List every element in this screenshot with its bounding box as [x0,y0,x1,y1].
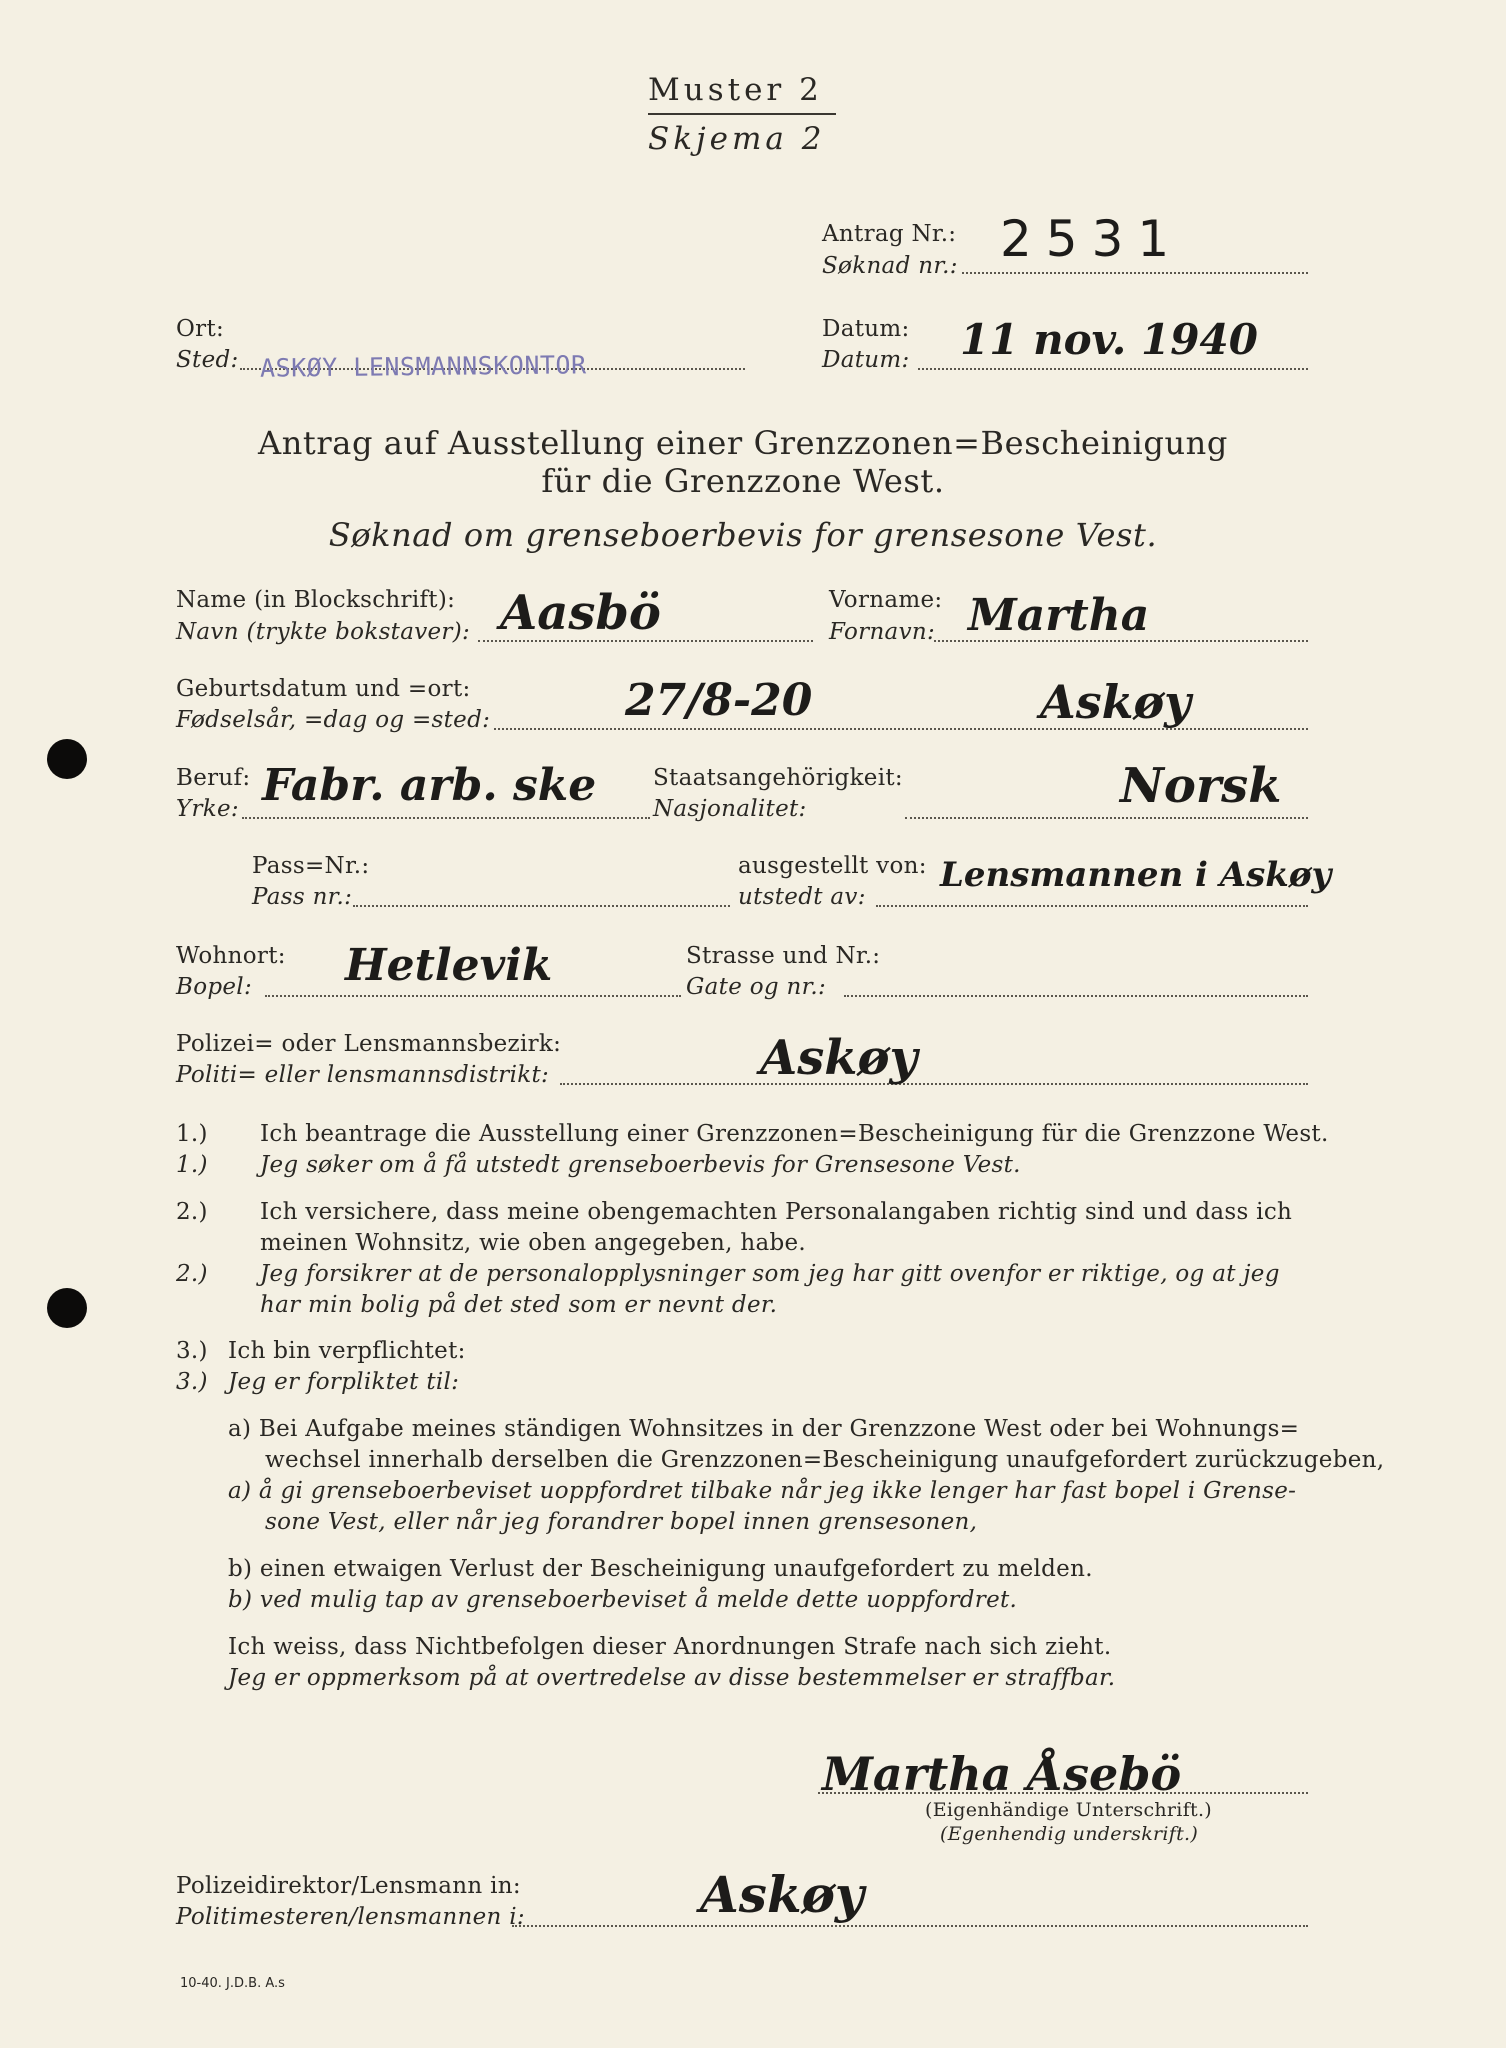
clause2-number-no: 2.) [176,1261,208,1287]
form-number-de: Muster 2 [648,72,823,108]
ausgestellt-label-de: ausgestellt von: [738,853,927,879]
antrag-label-de: Antrag Nr.: [822,221,957,247]
clause3b-text-de: b) einen etwaigen Verlust der Bescheinigung unaufgefordert zu melden. [228,1556,1093,1582]
polizei-label-de: Polizei= oder Lensmannsbezirk: [176,1031,562,1057]
datum-line [918,368,1308,370]
datum-label-no: Datum: [822,347,910,373]
signature-handwritten: Martha Åsebö [822,1747,1182,1801]
title-no: Søknad om grenseboerbevis for grensesone Vest. [328,516,1158,554]
signature-label-de: (Eigenhändige Unterschrift.) [925,1799,1213,1821]
staat-handwritten: Norsk [1120,758,1282,814]
geburt-label-no: Fødselsår, =dag og =sted: [176,707,491,733]
antrag-label-no: Søknad nr.: [822,253,958,279]
form-number-no: Skjema 2 [648,121,826,157]
clause3-number-no: 3.) [176,1369,208,1395]
title-de-line2: für die Grenzzone West. [541,462,945,500]
polizei-handwritten: Askøy [760,1030,918,1086]
punch-hole-top [47,739,87,779]
polizei-line [560,1083,1308,1085]
wohnort-line [265,995,681,997]
geburt-place-handwritten: Askøy [1040,675,1191,729]
beruf-line [242,817,650,819]
clause1-number-no: 1.) [176,1152,208,1178]
ort-label-de: Ort: [176,316,225,342]
pass-label-de: Pass=Nr.: [252,853,370,879]
clause3a-text-no-2: sone Vest, eller når jeg forandrer bopel innen grensesonen, [265,1509,978,1535]
ausgestellt-label-no: utstedt av: [738,884,866,910]
punch-hole-bottom [47,1288,87,1328]
clause1-number-de: 1.) [176,1121,208,1147]
polizeidirektor-label-no: Politimesteren/lensmannen i: [176,1904,525,1930]
ausgestellt-handwritten: Lensmannen i Askøy [940,855,1332,895]
warning-text-de: Ich weiss, dass Nichtbefolgen dieser Anordnungen Strafe nach sich zieht. [228,1634,1112,1660]
clause2-text-no-2: har min bolig på det sted som er nevnt der. [260,1292,778,1318]
strasse-label-no: Gate og nr.: [686,974,827,1000]
staat-label-no: Nasjonalitet: [653,796,807,822]
clause2-number-de: 2.) [176,1199,208,1225]
form-number-de-underline [648,113,836,115]
beruf-handwritten: Fabr. arb. ske [262,760,597,811]
clause1-text-no: Jeg søker om å få utstedt grenseboerbevis for Grensesone Vest. [260,1152,1021,1178]
clause3a-text-no-1: a) å gi grenseboerbeviset uoppfordret tilbake når jeg ikke lenger har fast bopel i Grense- [228,1478,1297,1504]
wohnort-handwritten: Hetlevik [345,940,553,991]
beruf-label-no: Yrke: [176,796,239,822]
polizei-label-no: Politi= eller lensmannsdistrikt: [176,1062,550,1088]
clause3b-text-no: b) ved mulig tap av grenseboerbeviset å melde dette uoppfordret. [228,1587,1018,1613]
clause2-text-de-1: Ich versichere, dass meine obengemachten Personalangaben richtig sind und dass ich [260,1199,1293,1225]
polizeidirektor-handwritten: Askøy [700,1865,864,1924]
geburt-date-handwritten: 27/8-20 [625,675,813,726]
datum-label-de: Datum: [822,316,910,342]
strasse-line [844,995,1308,997]
clause2-text-no-1: Jeg forsikrer at de personalopplysninger som jeg har gitt ovenfor er riktige, og at jeg [260,1261,1280,1287]
polizeidirektor-line [512,1925,1308,1927]
clause3-number-de: 3.) [176,1338,208,1364]
vorname-label-no: Fornavn: [829,619,936,645]
clause1-text-de: Ich beantrage die Ausstellung einer Grenzzonen=Bescheinigung für die Grenzzone West. [260,1121,1329,1147]
wohnort-label-no: Bopel: [176,974,252,1000]
vorname-label-de: Vorname: [829,587,943,613]
signature-label-no: (Egenhendig underskrift.) [940,1823,1199,1845]
polizeidirektor-label-de: Polizeidirektor/Lensmann in: [176,1873,521,1899]
pass-label-no: Pass nr.: [252,884,353,910]
beruf-label-de: Beruf: [176,765,251,791]
clause3-text-no: Jeg er forpliktet til: [228,1369,460,1395]
staat-label-de: Staatsangehörigkeit: [653,765,903,791]
warning-text-no: Jeg er oppmerksom på at overtredelse av disse bestemmelser er straffbar. [228,1665,1116,1691]
clause3-text-de: Ich bin verpflichtet: [228,1338,466,1364]
name-label-de: Name (in Blockschrift): [176,587,456,613]
wohnort-label-de: Wohnort: [176,943,286,969]
staat-line [905,817,1308,819]
strasse-label-de: Strasse und Nr.: [686,943,881,969]
name-label-no: Navn (trykte bokstaver): [176,619,471,645]
title-de-line1: Antrag auf Ausstellung einer Grenzzonen=Bescheinigung [258,424,1228,462]
geburt-label-de: Geburtsdatum und =ort: [176,676,471,702]
vorname-handwritten: Martha [968,590,1150,641]
clause3a-text-de-1: a) Bei Aufgabe meines ständigen Wohnsitzes in der Grenzzone West oder bei Wohnungs= [228,1416,1300,1442]
clause2-text-de-2: meinen Wohnsitz, wie oben angegeben, habe. [260,1230,807,1256]
datum-handwritten: 11 nov. 1940 [960,315,1258,364]
ausgestellt-line [876,905,1308,907]
antrag-line [962,272,1308,274]
printer-imprint: 10-40. J.D.B. A.s [180,1976,285,1991]
pass-line [353,905,730,907]
name-handwritten: Aasbö [500,585,661,641]
antrag-number-handwritten: 2531 [1000,210,1184,268]
ort-label-no: Sted: [176,347,239,373]
office-stamp: ASKØY LENSMANNSKONTOR [259,350,587,383]
clause3a-text-de-2: wechsel innerhalb derselben die Grenzzonen=Bescheinigung unaufgefordert zurückzugeben, [265,1447,1385,1473]
